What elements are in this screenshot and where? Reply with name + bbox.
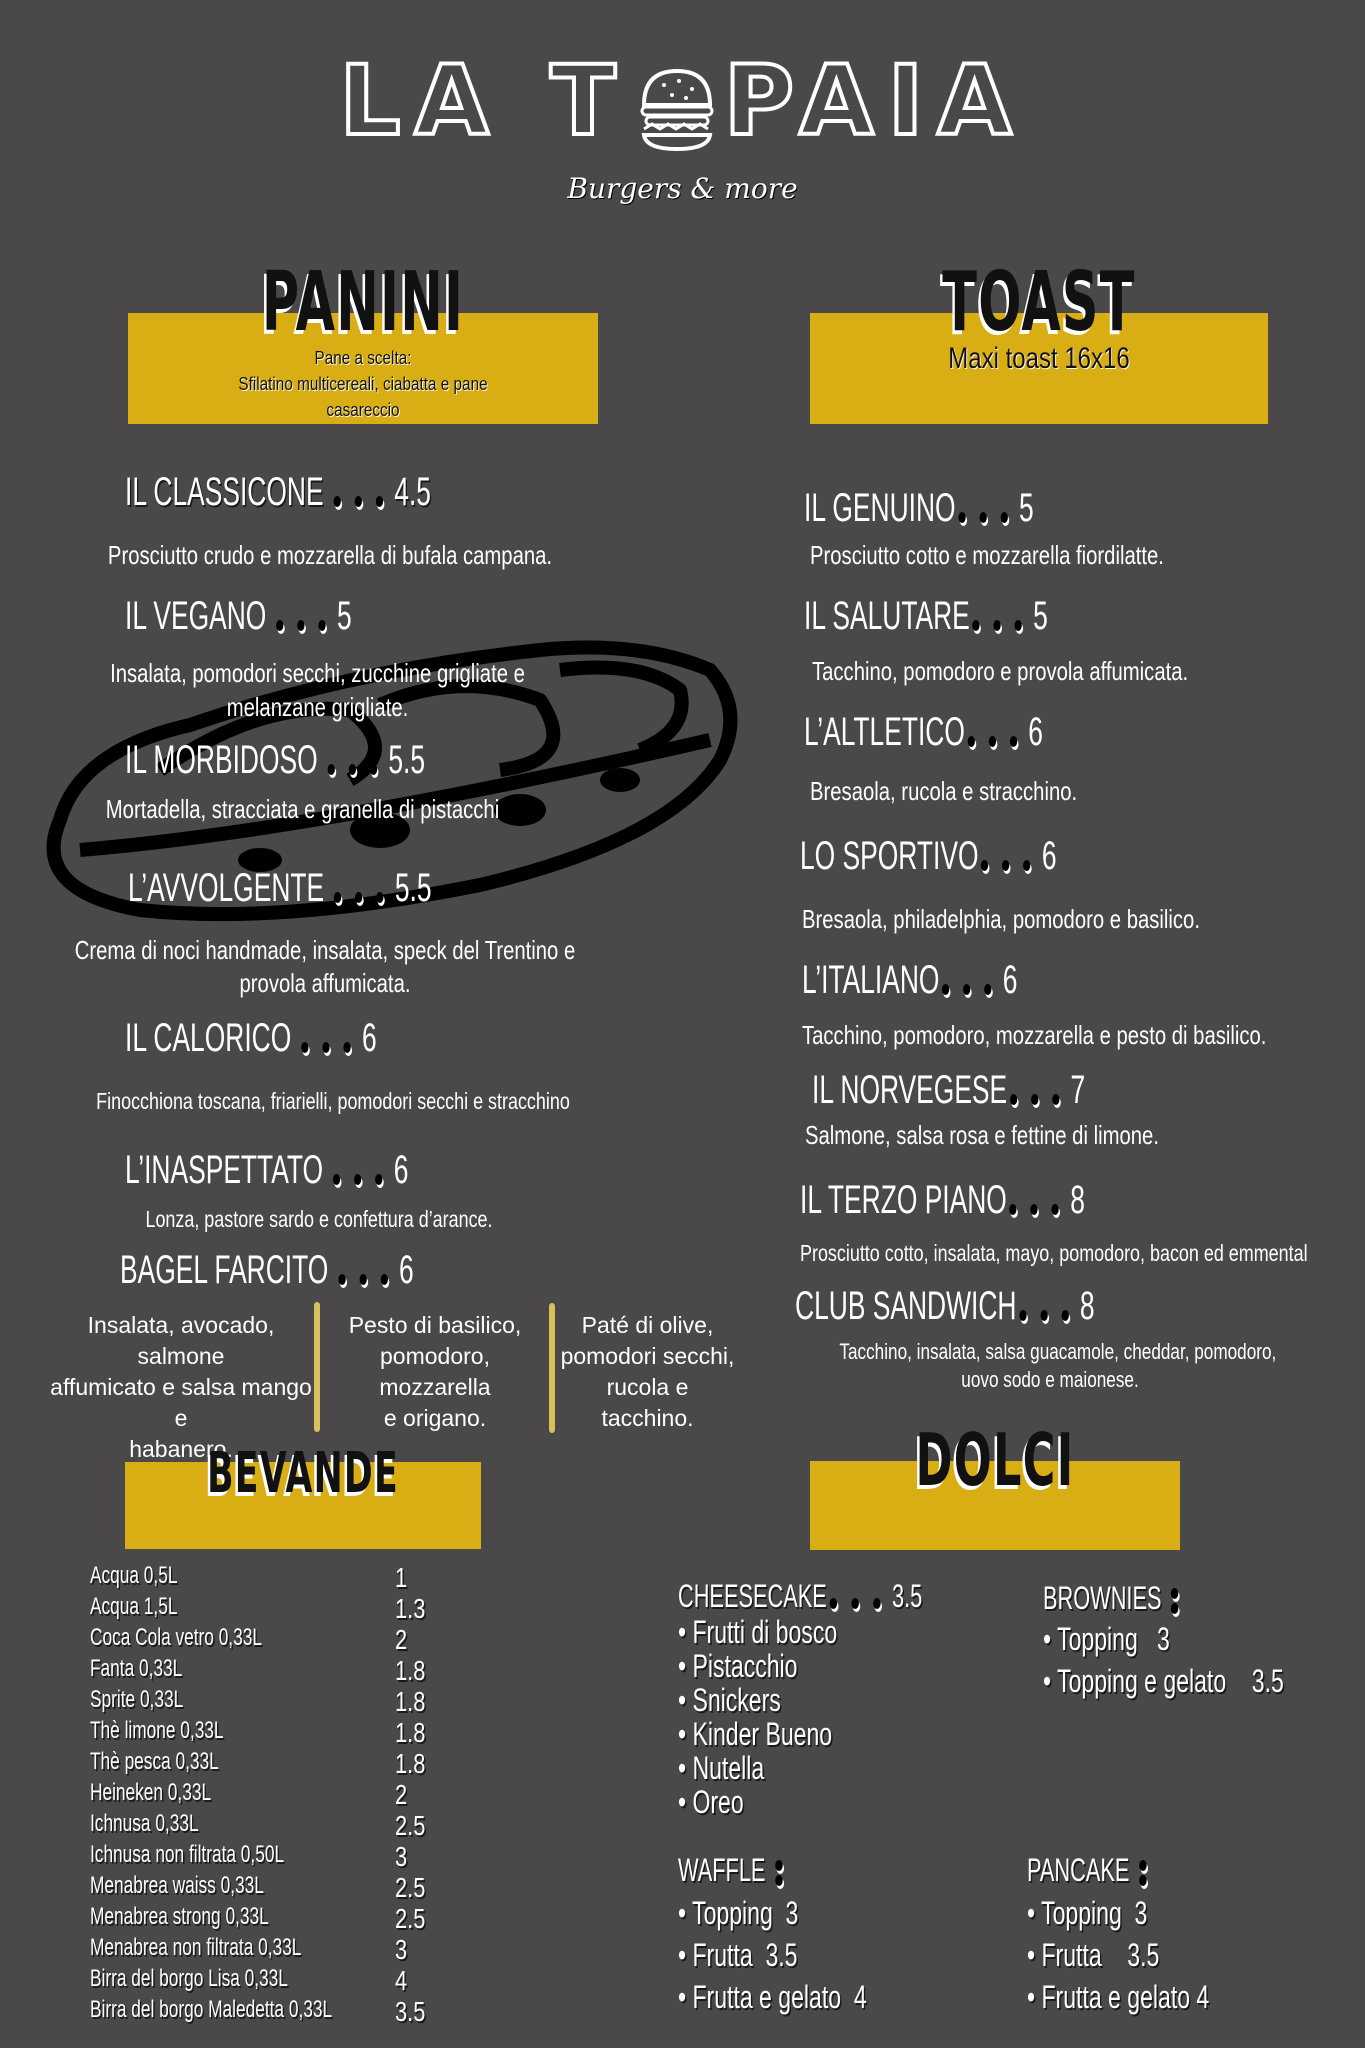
panini-item-desc: Prosciutto crudo e mozzarella di bufala campana. (107, 540, 553, 570)
panini-item: IL VEGANO 5 (125, 594, 352, 638)
dots-separator (956, 486, 1019, 531)
dots-separator (325, 738, 388, 783)
toast-item: IL NORVEGESE 7 (812, 1068, 1086, 1112)
toast-item-desc: Bresaola, philadelphia, pomodoro e basilico. (802, 904, 1200, 934)
divider (549, 1303, 555, 1433)
drink-row: Birra del borgo Maledetta 0,33L 3.5 (90, 1996, 426, 2027)
panini-item-desc: Insalata, pomodori secchi, zucchine grigliate e melanzane grigliate. (110, 658, 525, 722)
drink-row: Heineken 0,33L 2 (90, 1779, 408, 1810)
waffle-block: WAFFLE • Topping 3 • Frutta 3.5 • Frutta e gelato 4 (678, 1852, 867, 2015)
colon-icon (775, 1856, 782, 1890)
panini-item: IL MORBIDOSO 5.5 (125, 738, 426, 782)
bagel-option-1: Insalata, avocado, salmone affumicato e salsa mango e habanero. (50, 1312, 312, 1462)
toast-item-desc: Tacchino, insalata, salsa guacamole, cheddar, pomodoro, uovo sodo e maionese. (839, 1339, 1277, 1392)
drink-row: Acqua 1,5L 1.3 (90, 1593, 426, 1624)
dots-separator (1016, 1284, 1079, 1329)
option-item: • Topping e gelato 3.5 (1043, 1662, 1284, 1699)
option-item: • Frutta e gelato 4 (678, 1978, 867, 2015)
dots-separator (330, 1148, 393, 1193)
toast-item: IL GENUINO 5 (804, 486, 1034, 530)
toast-item: L’ITALIANO 6 (802, 958, 1018, 1002)
toast-item-desc: Prosciutto cotto e mozzarella fiordilatte. (810, 540, 1164, 570)
dots-separator (274, 594, 337, 639)
drink-row: Menabrea strong 0,33L 2.5 (90, 1903, 426, 1934)
colon-icon (1171, 1584, 1178, 1618)
dolci-title: DOLCI (915, 1418, 1075, 1502)
panini-item-desc: Finocchiona toscana, friarielli, pomodori secchi e stracchino (96, 1088, 570, 1114)
panini-item-desc: Crema di noci handmade, insalata, speck del Trentino e provola affumicata. (74, 935, 576, 998)
pancake-block: PANCAKE • Topping 3 • Frutta 3.5 • Frutta e gelato 4 (1027, 1852, 1210, 2015)
drink-row: Ichnusa 0,33L 2.5 (90, 1810, 426, 1841)
toast-item: CLUB SANDWICH 8 (795, 1284, 1095, 1328)
dots-separator (336, 1248, 399, 1293)
option-item: • Topping 3 (1027, 1894, 1148, 1931)
panini-item: BAGEL FARCITO 6 (120, 1248, 414, 1292)
option-item: • Frutta 3.5 (1027, 1936, 1160, 1973)
drink-row: Menabrea non filtrata 0,33L 3 (90, 1934, 408, 1965)
tagline: Burgers & more (567, 172, 798, 205)
drink-row: Birra del borgo Lisa 0,33L 4 (90, 1965, 408, 1996)
drink-row: Fanta 0,33L 1.8 (90, 1655, 426, 1686)
toast-item-desc: Prosciutto cotto, insalata, mayo, pomodoro, bacon ed emmental (800, 1240, 1308, 1266)
dots-separator (978, 834, 1041, 879)
toast-item-desc: Bresaola, rucola e stracchino. (810, 776, 1078, 806)
bagel-option-3: Paté di olive, pomodori secchi, rucola e tacchino. (560, 1312, 735, 1431)
flavor-item: • Pistacchio (678, 1648, 798, 1684)
flavor-item: • Oreo (678, 1784, 744, 1820)
option-item: • Topping 3 (678, 1894, 799, 1931)
toast-item-desc: Tacchino, pomodoro, mozzarella e pesto di basilico. (802, 1020, 1267, 1050)
option-item: • Topping 3 (1043, 1620, 1170, 1657)
toast-item: L’ALTLETICO 6 (804, 710, 1043, 754)
restaurant-logo (0, 45, 1365, 157)
panini-item: IL CALORICO 6 (125, 1016, 377, 1060)
toast-item: IL SALUTARE 5 (804, 594, 1048, 638)
colon-icon (1139, 1856, 1146, 1890)
toast-title: TOAST (942, 255, 1136, 350)
flavor-item: • Kinder Bueno (678, 1716, 833, 1752)
toast-item: LO SPORTIVO 6 (800, 834, 1057, 878)
burger-icon (634, 65, 720, 151)
option-item: • Frutta 3.5 (678, 1936, 798, 1973)
bagel-option-2: Pesto di basilico, pomodoro, mozzarella e origano. (348, 1312, 522, 1431)
drink-row: Acqua 0,5L 1 (90, 1562, 408, 1593)
dots-separator (1007, 1178, 1070, 1223)
toast-item: IL TERZO PIANO 8 (800, 1178, 1085, 1222)
dots-separator (299, 1016, 362, 1061)
panini-item: L’AVVOLGENTE 5.5 (128, 866, 432, 910)
panini-item: IL CLASSICONE 4.5 (125, 470, 431, 514)
panini-item-desc: Lonza, pastore sardo e confettura d’arance. (145, 1206, 493, 1232)
drink-row: Coca Cola vetro 0,33L 2 (90, 1624, 408, 1655)
dots-separator (331, 470, 394, 515)
toast-subtitle: Maxi toast 16x16 (948, 342, 1130, 375)
panini-bread-note: Pane a scelta: Sfilatino multicereali, ciabatta e pane casareccio (238, 348, 488, 420)
brownies-block: BROWNIES • Topping 3 • Topping e gelato 3.5 (1043, 1580, 1284, 1699)
flavor-item: • Frutti di bosco (678, 1614, 838, 1650)
option-item: • Frutta e gelato 4 (1027, 1978, 1210, 2015)
drink-row: Ichnusa non filtrata 0,50L 3 (90, 1841, 408, 1872)
panini-item: L’INASPETTATO 6 (125, 1148, 409, 1192)
panini-title: PANINI (261, 255, 465, 350)
dots-separator (1007, 1068, 1070, 1113)
toast-item-desc: Tacchino, pomodoro e provola affumicata. (812, 656, 1189, 686)
dots-separator (939, 958, 1002, 1003)
drinks-list (90, 1562, 490, 2027)
dots-separator (331, 866, 394, 911)
logo-text-right: PAIA (723, 45, 1026, 157)
logo-text-left: LA T (339, 45, 630, 157)
dots-separator (827, 1578, 892, 1615)
drink-row: Sprite 0,33L 1.8 (90, 1686, 426, 1717)
dots-separator (970, 594, 1033, 639)
flavor-item: • Snickers (678, 1682, 781, 1718)
drink-row: Thè limone 0,33L 1.8 (90, 1717, 426, 1748)
panini-item-desc: Mortadella, stracciata e granella di pistacchi (105, 794, 500, 824)
divider (314, 1302, 320, 1432)
cheesecake-block: CHEESECAKE 3.5 • Frutti di bosco • Pistacchio • Snickers • Kinder Bueno • Nutella • Oreo (678, 1578, 1037, 1819)
drink-row: Thè pesca 0,33L 1.8 (90, 1748, 426, 1779)
bevande-title: BEVANDE (207, 1441, 399, 1506)
flavor-item: • Nutella (678, 1750, 765, 1786)
dots-separator (965, 710, 1028, 755)
drink-row: Menabrea waiss 0,33L 2.5 (90, 1872, 426, 1903)
toast-item-desc: Salmone, salsa rosa e fettine di limone. (805, 1120, 1159, 1150)
